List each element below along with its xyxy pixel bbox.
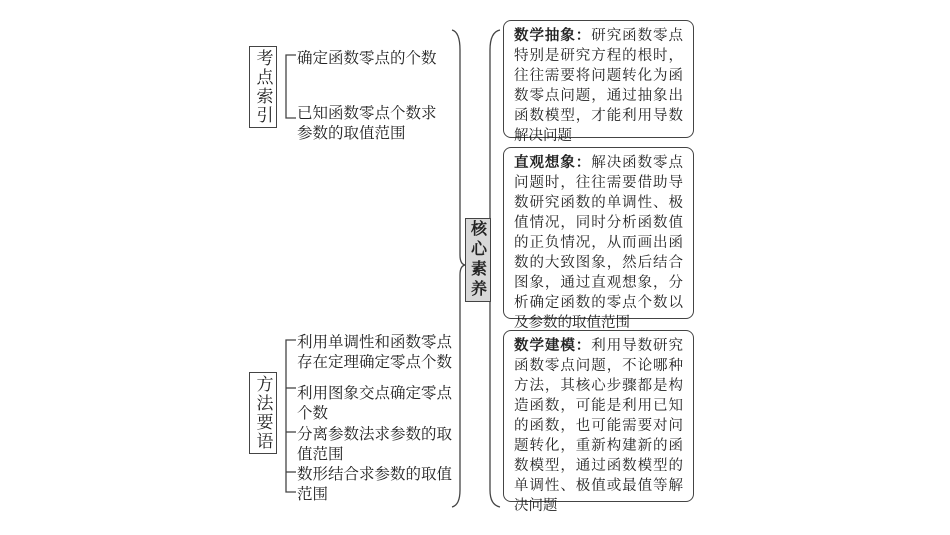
list-item: 确定函数零点的个数	[297, 49, 437, 67]
list-item: 利用图象交点确定零点个数	[297, 384, 453, 422]
list-item: 利用单调性和函数零点存在定理确定零点个数	[297, 333, 453, 371]
bracket-top-left	[286, 55, 296, 118]
list-item: 分离参数法求参数的取值范围	[297, 425, 453, 463]
list-item: 已知函数零点个数求参数的取值范围	[297, 104, 437, 142]
card-shuxue-jianmo	[503, 330, 694, 514]
card-shuxue-chouxiang	[503, 20, 694, 144]
center-hexin-suyang: 核心素养	[465, 218, 491, 302]
card-title: 数学抽象：	[514, 28, 592, 44]
label-kaodian-suoyin: 考点索引	[249, 46, 277, 128]
card-body: 利用导数研究函数零点问题，不论哪种方法，其核心步骤都是构造函数，可能是利用已知的函数，也可能需要对问题转化，重新构建新的函数模型，通过函数模型的单调性、极值或最值等解决问题	[514, 338, 683, 514]
card-title: 直观想象：	[514, 155, 592, 171]
card-body: 解决函数零点问题时，往往需要借助导数研究函数的单调性、极值情况，同时分析函数值的正负情况，从而画出函数的大致图象，然后结合图象，通过直观想象，分析确定函数的零点个数以及参数的取值范围	[514, 155, 683, 331]
label-fangfa-yaoyu: 方法要语	[249, 372, 277, 454]
card-zhiguan-xiangxiang	[503, 147, 694, 331]
card-title: 数学建模：	[514, 338, 592, 354]
bracket-bottom-left	[286, 340, 296, 492]
list-item: 数形结合求参数的取值范围	[297, 465, 453, 503]
card-body: 研究函数零点特别是研究方程的根时，往往需要将问题转化为函数零点问题，通过抽象出函数模型，才能利用导数解决问题	[514, 28, 683, 144]
